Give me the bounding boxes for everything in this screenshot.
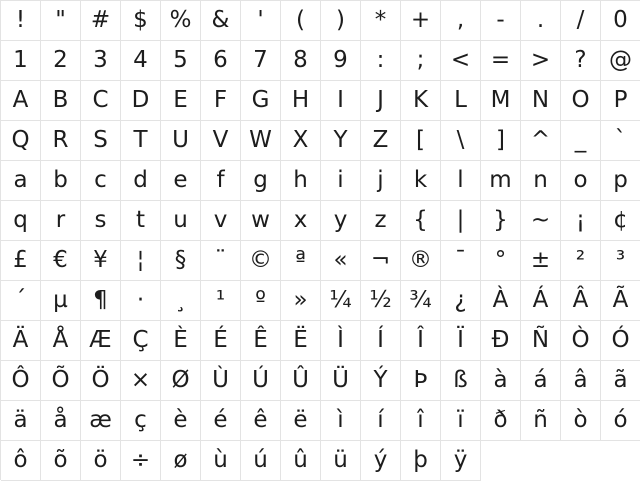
glyph-cell[interactable]: P (601, 81, 640, 121)
glyph-cell[interactable]: K (401, 81, 441, 121)
glyph-cell[interactable]: . (521, 1, 561, 41)
glyph-cell[interactable]: $ (121, 1, 161, 41)
glyph-cell[interactable]: õ (41, 441, 81, 481)
glyph-cell[interactable]: Õ (41, 361, 81, 401)
glyph-cell[interactable]: o (561, 161, 601, 201)
glyph-cell[interactable]: T (121, 121, 161, 161)
glyph-cell[interactable]: Ñ (521, 321, 561, 361)
glyph-cell[interactable]: ã (601, 361, 640, 401)
glyph-cell[interactable]: Ë (281, 321, 321, 361)
glyph-cell[interactable]: h (281, 161, 321, 201)
glyph-cell[interactable]: ì (321, 401, 361, 441)
glyph-cell[interactable]: º (241, 281, 281, 321)
glyph-cell[interactable]: % (161, 1, 201, 41)
glyph-cell[interactable]: f (201, 161, 241, 201)
glyph-cell[interactable]: 3 (81, 41, 121, 81)
glyph-cell[interactable]: E (161, 81, 201, 121)
glyph-cell[interactable]: k (401, 161, 441, 201)
glyph-cell[interactable]: : (361, 41, 401, 81)
glyph-cell[interactable]: ! (1, 1, 41, 41)
glyph-cell[interactable]: Ò (561, 321, 601, 361)
glyph-cell[interactable]: Ì (321, 321, 361, 361)
glyph-cell[interactable]: F (201, 81, 241, 121)
glyph-cell[interactable]: S (81, 121, 121, 161)
glyph-cell[interactable]: 5 (161, 41, 201, 81)
glyph-cell[interactable]: Æ (81, 321, 121, 361)
glyph-cell[interactable]: a (1, 161, 41, 201)
glyph-cell[interactable]: @ (601, 41, 640, 81)
glyph-cell[interactable]: C (81, 81, 121, 121)
glyph-cell[interactable]: ' (241, 1, 281, 41)
glyph-cell[interactable]: 2 (41, 41, 81, 81)
glyph-cell[interactable]: U (161, 121, 201, 161)
glyph-cell[interactable]: / (561, 1, 601, 41)
glyph-cell[interactable]: Ö (81, 361, 121, 401)
glyph-cell[interactable]: Ý (361, 361, 401, 401)
glyph-cell[interactable]: ° (481, 241, 521, 281)
glyph-cell[interactable]: Å (41, 321, 81, 361)
glyph-cell[interactable]: ï (441, 401, 481, 441)
glyph-cell[interactable]: t (121, 201, 161, 241)
glyph-cell[interactable]: j (361, 161, 401, 201)
glyph-cell[interactable]: ¬ (361, 241, 401, 281)
glyph-cell[interactable]: J (361, 81, 401, 121)
glyph-cell[interactable]: ¥ (81, 241, 121, 281)
glyph-cell[interactable]: 6 (201, 41, 241, 81)
glyph-cell[interactable]: ë (281, 401, 321, 441)
glyph-cell[interactable]: ; (401, 41, 441, 81)
glyph-cell[interactable]: W (241, 121, 281, 161)
glyph-cell[interactable]: € (41, 241, 81, 281)
glyph-cell[interactable]: m (481, 161, 521, 201)
glyph-cell[interactable]: * (361, 1, 401, 41)
glyph-cell[interactable]: § (161, 241, 201, 281)
glyph-cell[interactable]: ` (601, 121, 640, 161)
glyph-cell[interactable]: V (201, 121, 241, 161)
glyph-cell[interactable]: c (81, 161, 121, 201)
glyph-cell[interactable]: G (241, 81, 281, 121)
glyph-cell[interactable]: ¢ (601, 201, 640, 241)
glyph-cell[interactable]: ù (201, 441, 241, 481)
glyph-cell[interactable]: ( (281, 1, 321, 41)
glyph-cell[interactable]: ó (601, 401, 640, 441)
glyph-cell[interactable]: Ä (1, 321, 41, 361)
glyph-cell[interactable]: ¾ (401, 281, 441, 321)
glyph-cell[interactable]: ´ (1, 281, 41, 321)
glyph-cell[interactable]: ¸ (161, 281, 201, 321)
glyph-cell[interactable]: z (361, 201, 401, 241)
glyph-cell[interactable]: ® (401, 241, 441, 281)
glyph-cell[interactable]: l (441, 161, 481, 201)
glyph-cell[interactable]: Ü (321, 361, 361, 401)
glyph-cell[interactable]: H (281, 81, 321, 121)
glyph-cell[interactable]: ø (161, 441, 201, 481)
glyph-cell[interactable]: ô (1, 441, 41, 481)
glyph-cell[interactable]: { (401, 201, 441, 241)
glyph-cell[interactable]: ~ (521, 201, 561, 241)
glyph-cell[interactable]: p (601, 161, 640, 201)
glyph-cell[interactable]: = (481, 41, 521, 81)
glyph-cell[interactable]: " (41, 1, 81, 41)
glyph-cell[interactable]: & (201, 1, 241, 41)
glyph-cell[interactable]: © (241, 241, 281, 281)
glyph-cell[interactable]: Ô (1, 361, 41, 401)
glyph-cell[interactable]: Q (1, 121, 41, 161)
glyph-cell[interactable]: I (321, 81, 361, 121)
glyph-cell[interactable]: r (41, 201, 81, 241)
glyph-cell[interactable]: Ï (441, 321, 481, 361)
glyph-cell[interactable]: Ê (241, 321, 281, 361)
glyph-cell[interactable]: ä (1, 401, 41, 441)
glyph-cell[interactable]: ½ (361, 281, 401, 321)
glyph-cell[interactable]: Ç (121, 321, 161, 361)
glyph-cell[interactable]: Û (281, 361, 321, 401)
glyph-cell[interactable]: > (521, 41, 561, 81)
glyph-cell[interactable]: ¦ (121, 241, 161, 281)
glyph-cell[interactable]: ü (321, 441, 361, 481)
glyph-cell[interactable]: e (161, 161, 201, 201)
glyph-cell[interactable]: ð (481, 401, 521, 441)
glyph-cell[interactable]: ² (561, 241, 601, 281)
glyph-cell[interactable]: Ù (201, 361, 241, 401)
glyph-cell[interactable]: ¹ (201, 281, 241, 321)
glyph-cell[interactable]: X (281, 121, 321, 161)
glyph-cell[interactable]: Ð (481, 321, 521, 361)
glyph-cell[interactable]: É (201, 321, 241, 361)
glyph-cell[interactable]: n (521, 161, 561, 201)
glyph-cell[interactable]: ê (241, 401, 281, 441)
glyph-cell[interactable]: ] (481, 121, 521, 161)
glyph-cell[interactable]: Þ (401, 361, 441, 401)
glyph-cell[interactable]: â (561, 361, 601, 401)
glyph-cell[interactable]: s (81, 201, 121, 241)
glyph-cell[interactable]: ª (281, 241, 321, 281)
glyph-cell[interactable]: · (121, 281, 161, 321)
glyph-cell[interactable]: 7 (241, 41, 281, 81)
glyph-cell[interactable]: ¨ (201, 241, 241, 281)
glyph-cell[interactable]: 1 (1, 41, 41, 81)
glyph-cell[interactable]: Á (521, 281, 561, 321)
glyph-cell[interactable]: Y (321, 121, 361, 161)
glyph-cell[interactable]: Ã (601, 281, 640, 321)
glyph-cell[interactable]: M (481, 81, 521, 121)
glyph-cell[interactable]: å (41, 401, 81, 441)
glyph-cell[interactable]: i (321, 161, 361, 201)
glyph-cell[interactable]: g (241, 161, 281, 201)
glyph-cell[interactable]: ñ (521, 401, 561, 441)
glyph-cell[interactable]: « (321, 241, 361, 281)
glyph-cell[interactable]: y (321, 201, 361, 241)
glyph-cell[interactable]: b (41, 161, 81, 201)
glyph-cell[interactable]: O (561, 81, 601, 121)
glyph-cell[interactable]: á (521, 361, 561, 401)
glyph-cell[interactable]: [ (401, 121, 441, 161)
glyph-cell[interactable]: - (481, 1, 521, 41)
glyph-cell[interactable]: # (81, 1, 121, 41)
glyph-cell[interactable]: £ (1, 241, 41, 281)
glyph-cell[interactable]: » (281, 281, 321, 321)
glyph-cell[interactable]: é (201, 401, 241, 441)
glyph-cell[interactable]: A (1, 81, 41, 121)
glyph-cell[interactable]: æ (81, 401, 121, 441)
glyph-cell[interactable]: ú (241, 441, 281, 481)
glyph-cell[interactable]: d (121, 161, 161, 201)
glyph-cell[interactable]: è (161, 401, 201, 441)
glyph-cell[interactable]: 8 (281, 41, 321, 81)
glyph-cell[interactable]: < (441, 41, 481, 81)
glyph-cell[interactable]: ÷ (121, 441, 161, 481)
glyph-cell[interactable]: D (121, 81, 161, 121)
glyph-cell[interactable]: \ (441, 121, 481, 161)
glyph-cell[interactable]: B (41, 81, 81, 121)
glyph-cell[interactable]: w (241, 201, 281, 241)
glyph-cell[interactable]: à (481, 361, 521, 401)
glyph-cell[interactable]: Â (561, 281, 601, 321)
glyph-cell[interactable]: } (481, 201, 521, 241)
glyph-cell[interactable]: Î (401, 321, 441, 361)
glyph-cell[interactable]: Z (361, 121, 401, 161)
glyph-cell[interactable]: À (481, 281, 521, 321)
glyph-cell[interactable]: þ (401, 441, 441, 481)
glyph-cell[interactable]: ¼ (321, 281, 361, 321)
glyph-cell[interactable]: , (441, 1, 481, 41)
glyph-cell[interactable]: Ø (161, 361, 201, 401)
glyph-cell[interactable]: ¯ (441, 241, 481, 281)
glyph-cell[interactable]: _ (561, 121, 601, 161)
glyph-cell[interactable]: î (401, 401, 441, 441)
glyph-cell[interactable]: R (41, 121, 81, 161)
glyph-cell[interactable]: u (161, 201, 201, 241)
glyph-cell[interactable]: 0 (601, 1, 640, 41)
glyph-cell[interactable]: v (201, 201, 241, 241)
glyph-cell[interactable]: ¡ (561, 201, 601, 241)
glyph-cell[interactable]: 9 (321, 41, 361, 81)
glyph-cell[interactable]: ³ (601, 241, 640, 281)
glyph-cell[interactable]: ý (361, 441, 401, 481)
glyph-cell[interactable]: Ó (601, 321, 640, 361)
glyph-cell[interactable]: í (361, 401, 401, 441)
glyph-cell[interactable]: µ (41, 281, 81, 321)
glyph-cell[interactable]: Ú (241, 361, 281, 401)
glyph-cell[interactable]: ç (121, 401, 161, 441)
glyph-cell[interactable]: | (441, 201, 481, 241)
glyph-cell[interactable]: Í (361, 321, 401, 361)
glyph-cell[interactable]: ^ (521, 121, 561, 161)
glyph-cell[interactable]: L (441, 81, 481, 121)
glyph-cell[interactable]: q (1, 201, 41, 241)
glyph-cell[interactable]: û (281, 441, 321, 481)
glyph-cell[interactable]: ö (81, 441, 121, 481)
glyph-cell[interactable]: ò (561, 401, 601, 441)
glyph-cell[interactable]: ÿ (441, 441, 481, 481)
glyph-cell[interactable]: ¶ (81, 281, 121, 321)
glyph-cell[interactable]: x (281, 201, 321, 241)
glyph-cell[interactable]: 4 (121, 41, 161, 81)
glyph-cell[interactable]: ¿ (441, 281, 481, 321)
glyph-cell[interactable]: ) (321, 1, 361, 41)
glyph-cell[interactable]: × (121, 361, 161, 401)
glyph-cell[interactable]: + (401, 1, 441, 41)
glyph-cell[interactable]: ? (561, 41, 601, 81)
glyph-cell[interactable]: ± (521, 241, 561, 281)
glyph-cell[interactable]: È (161, 321, 201, 361)
glyph-cell[interactable]: N (521, 81, 561, 121)
glyph-cell[interactable]: ß (441, 361, 481, 401)
